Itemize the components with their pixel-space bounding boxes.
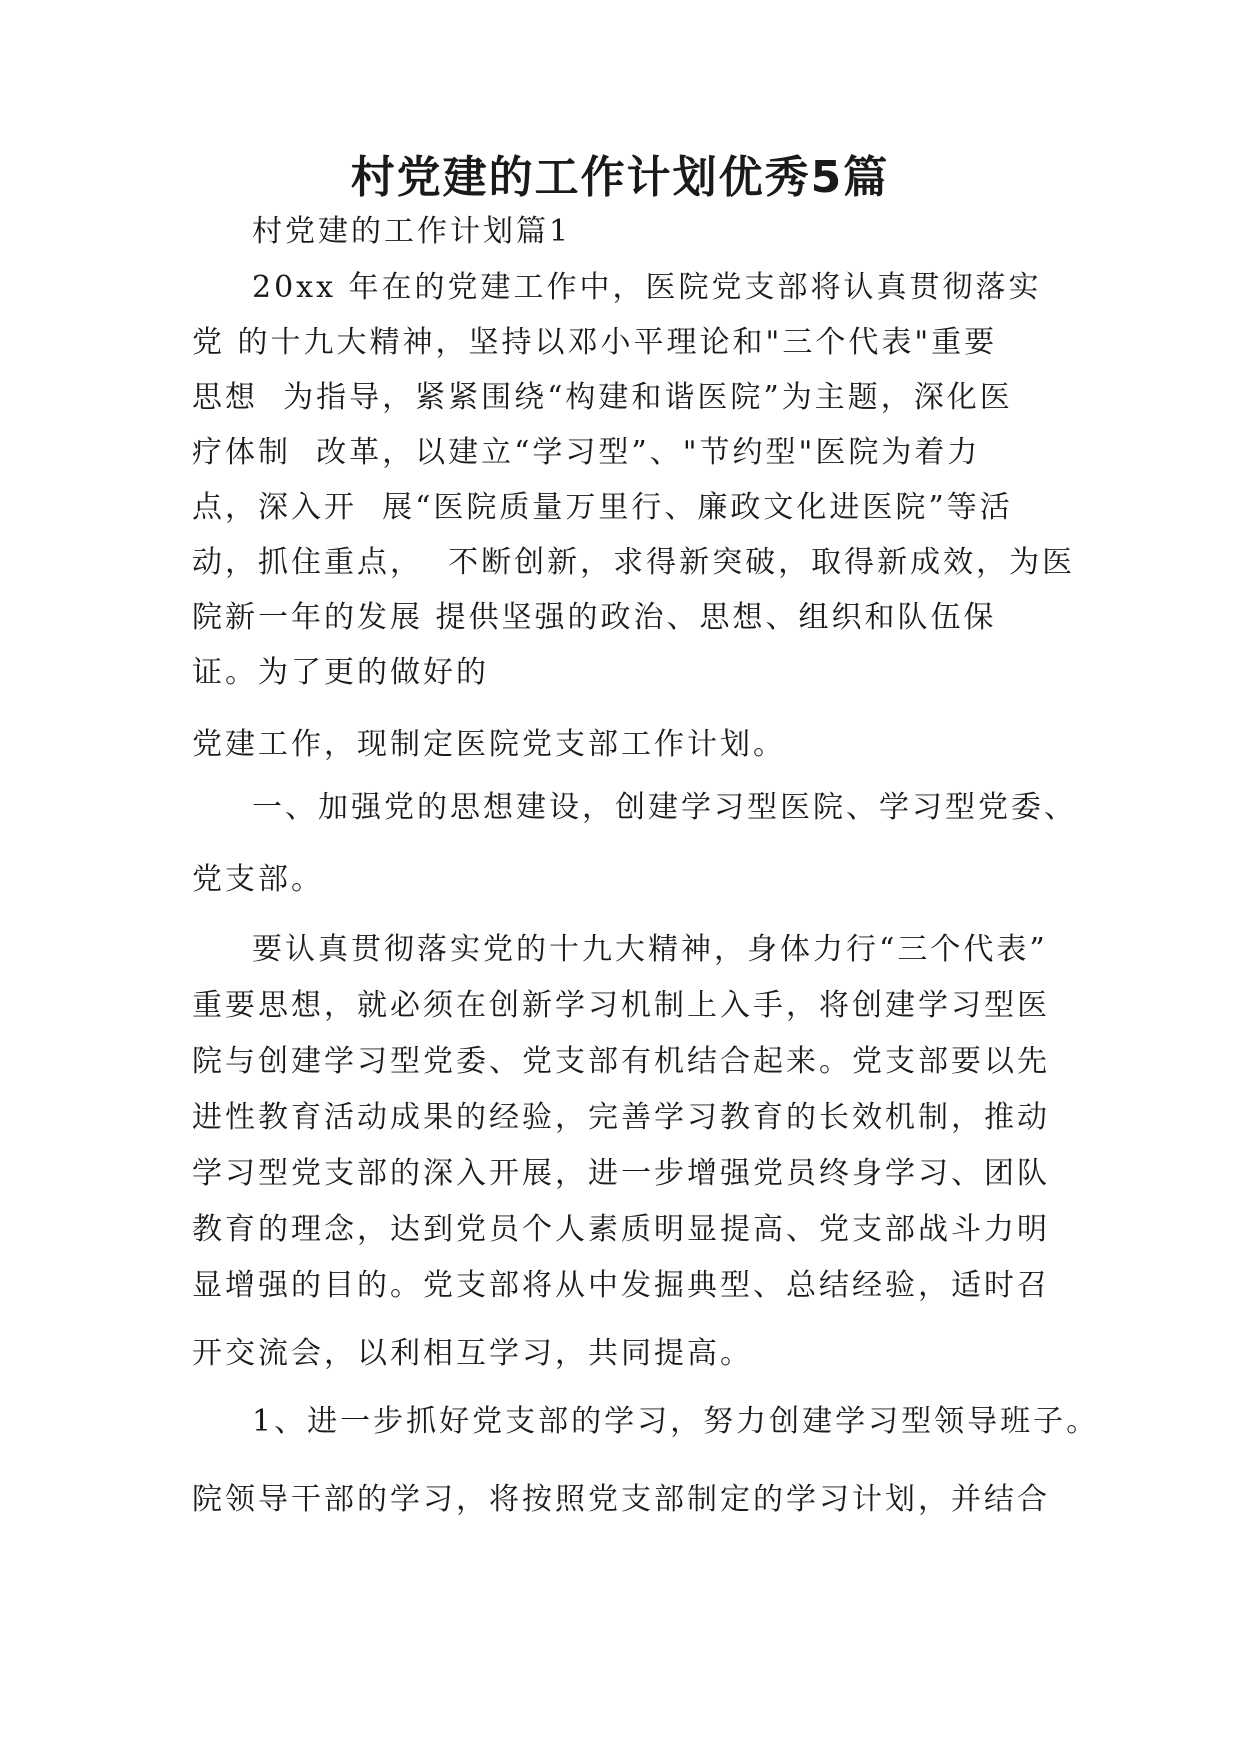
paragraph-line: 要认真贯彻落实党的十九大精神，身体力行“三个代表” (252, 932, 1048, 967)
paragraph-line: 动，抓住重点， 不断创新，求得新突破，取得新成效，为医 (192, 545, 1076, 580)
paragraph-line: 证。为了更的做好的 (192, 655, 489, 690)
numbered-heading: 一、加强党的思想建设，创建学习型医院、学习型党委、 (252, 790, 1077, 825)
paragraph-line: 院新一年的发展 提供坚强的政治、思想、组织和队伍保 (192, 600, 997, 635)
paragraph-line: 进性教育活动成果的经验，完善学习教育的长效机制，推动 (192, 1100, 1050, 1135)
document-title: 村党建的工作计划优秀5篇 (350, 152, 890, 203)
paragraph-line: 院领导干部的学习，将按照党支部制定的学习计划，并结合 (192, 1482, 1050, 1517)
paragraph-line: 20xx 年在的党建工作中，医院党支部将认真贯彻落实 (252, 270, 1042, 305)
paragraph-line: 党支部。 (192, 862, 324, 897)
paragraph-line: 党 的十九大精神，坚持以邓小平理论和"三个代表"重要 (192, 325, 998, 360)
paragraph-line: 党建工作，现制定医院党支部工作计划。 (192, 727, 786, 762)
paragraph-line: 开交流会，以利相互学习，共同提高。 (192, 1336, 753, 1371)
paragraph-line: 教育的理念，达到党员个人素质明显提高、党支部战斗力明 (192, 1212, 1050, 1247)
paragraph-line: 点，深入开 展“医院质量万里行、廉政文化进医院”等活 (192, 490, 1013, 525)
paragraph-line: 疗体制 改革，以建立“学习型”、"节约型"医院为着力 (192, 435, 981, 470)
paragraph-line: 显增强的目的。党支部将从中发掘典型、总结经验，适时召 (192, 1268, 1050, 1303)
section-heading: 村党建的工作计划篇1 (252, 214, 572, 249)
paragraph-line: 思想 为指导，紧紧围绕“构建和谐医院”为主题，深化医 (192, 380, 1013, 415)
paragraph-line: 重要思想，就必须在创新学习机制上入手，将创建学习型医 (192, 988, 1050, 1023)
paragraph-line: 学习型党支部的深入开展，进一步增强党员终身学习、团队 (192, 1156, 1050, 1191)
numbered-item: 1、进一步抓好党支部的学习，努力创建学习型领导班子。 (252, 1404, 1100, 1439)
paragraph-line: 院与创建学习型党委、党支部有机结合起来。党支部要以先 (192, 1044, 1050, 1079)
